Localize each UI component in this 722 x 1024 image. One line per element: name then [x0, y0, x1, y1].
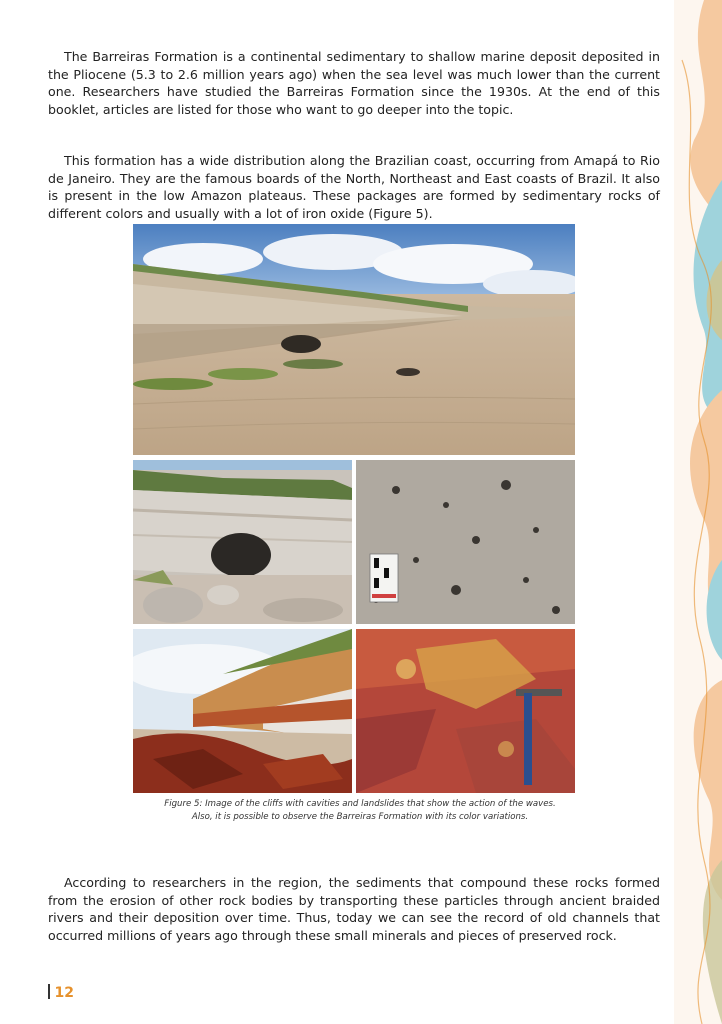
- caption-line-1: Figure 5: Image of the cliffs with cavities and landslides that show the action of the waves.: [164, 799, 556, 809]
- photo-iron-oxide-rock-with-hammer: [356, 629, 575, 793]
- caption-line-2: Also, it is possible to observe the Barreiras Formation with its color variations.: [191, 812, 529, 822]
- figure-caption: [100, 798, 620, 824]
- photo-colored-cliff-landslide: [133, 629, 352, 793]
- paragraph-sediment-origin: According to researchers in the region, the sediments that compound these rocks formed from the erosion of other rock bodies by transporting these particles through ancient braided rivers and their deposition over time. Thus, today we can see the record of old channels that occurred millions of years ago through these small minerals and pieces of preserved rock.: [48, 875, 660, 943]
- photo-cliff-cave: [133, 460, 352, 624]
- photo-coastal-cliffs-beach: [133, 224, 575, 455]
- page-number-divider: [48, 984, 50, 999]
- paragraph-barreiras-intro: The Barreiras Formation is a continental sedimentary to shallow marine deposit deposited in the Pliocene (5.3 to 2.6 million years ago) when the sea level was much lower than the current one. Researchers have studied the Barreiras Formation since the 1930s. At the end of this booklet, articles are listed for those who want to go deeper into the topic.: [48, 49, 660, 117]
- page-number: [48, 984, 74, 1001]
- page-number-value: 12: [54, 985, 74, 1001]
- photo-rock-surface-with-scale: [356, 460, 575, 624]
- decorative-side-border: [674, 0, 722, 1024]
- paragraph-distribution: This formation has a wide distribution along the Brazilian coast, occurring from Amapá to Rio de Janeiro. They are the famous boards of the North, Northeast and East coasts of Brazil. It also is present in the low Amazon plateaus. These packages are formed by sedimentary rocks of different colors and usually with a lot of iron oxide (Figure 5).: [48, 153, 660, 221]
